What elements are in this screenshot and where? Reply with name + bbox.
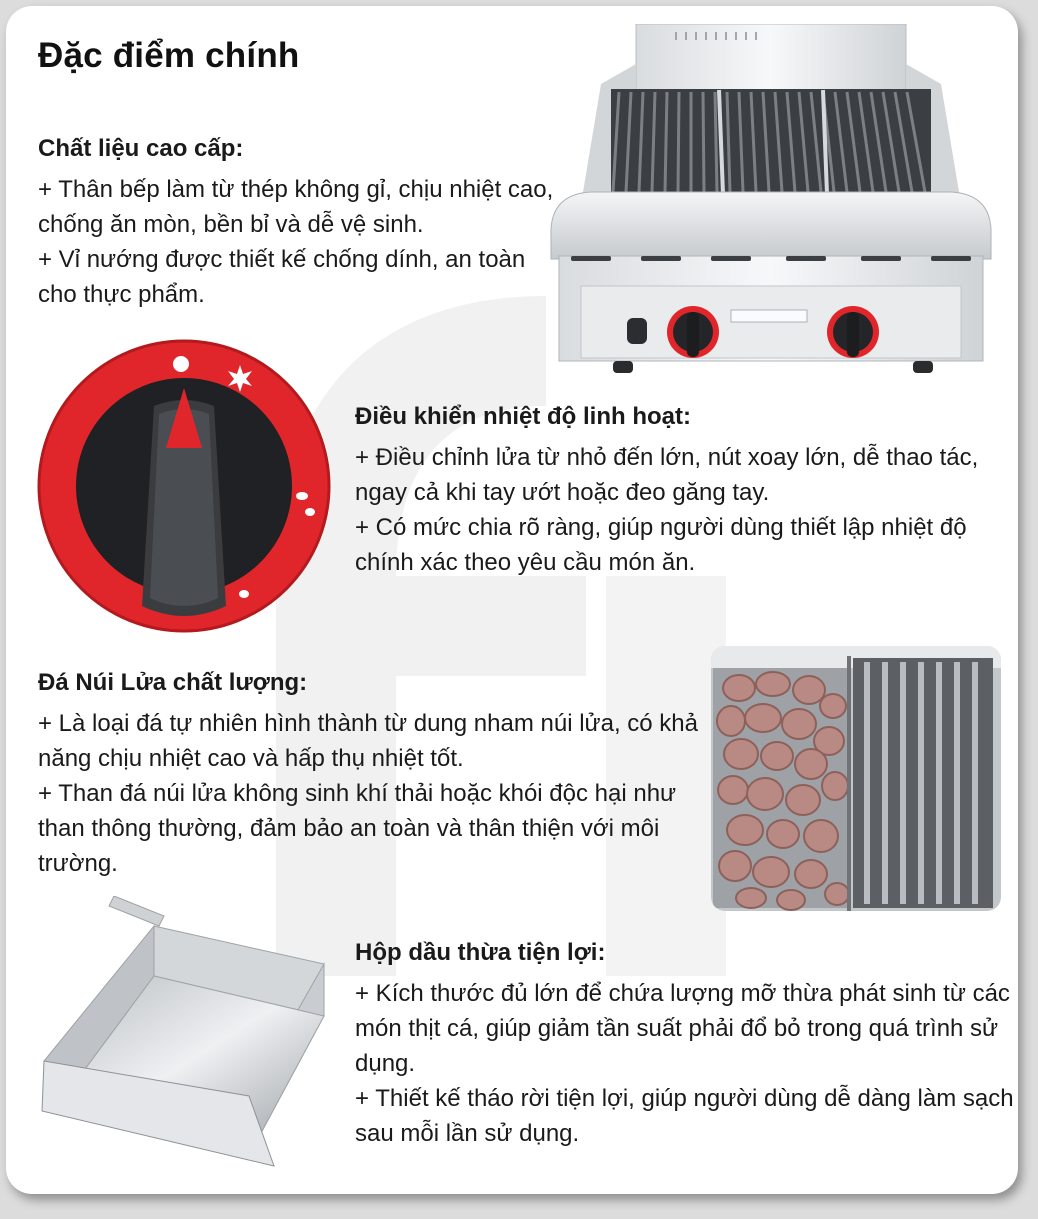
section-material [38,132,568,312]
section-lava-stone [38,666,718,881]
section-line: + Kích thước đủ lớn để chứa lượng mỡ thừa phát sinh từ các món thịt cá, giúp giảm tần suất phải đổ bỏ trong quá trình sử dụng. [355,980,1010,1077]
grease-tray-image [34,896,349,1176]
section-line: + Than đá núi lửa không sinh khí thải hoặc khói độc hại như than thông thường, đảm bảo an toàn và thân thiện với môi trường. [38,780,677,877]
section-grease-tray [355,936,1015,1151]
section-line: + Thiết kế tháo rời tiện lợi, giúp người dùng dễ dàng làm sạch sau mỗi lần sử dụng. [355,1085,1014,1147]
lava-stones-image [711,646,1001,911]
feature-card [6,6,1018,1194]
section-heading: Điều khiển nhiệt độ linh hoạt: [355,403,691,430]
page-title: Đặc điểm chính [38,36,300,75]
section-heading: Hộp dầu thừa tiện lợi: [355,939,606,966]
knob-image [34,336,334,636]
section-temperature-control [355,400,1015,580]
section-line: + Thân bếp làm từ thép không gỉ, chịu nhiệt cao, chống ăn mòn, bền bỉ và dễ vệ sinh. [38,176,554,238]
grill-image [541,24,1001,379]
section-line: + Vỉ nướng được thiết kế chống dính, an toàn cho thực phẩm. [38,246,526,308]
section-heading: Chất liệu cao cấp: [38,135,244,162]
section-line: + Điều chỉnh lửa từ nhỏ đến lớn, nút xoay lớn, dễ thao tác, ngay cả khi tay ướt hoặc đeo găng tay. [355,444,979,506]
section-heading: Đá Núi Lửa chất lượng: [38,669,308,696]
section-line: + Có mức chia rõ ràng, giúp người dùng thiết lập nhiệt độ chính xác theo yêu cầu món ăn. [355,514,967,576]
section-line: + Là loại đá tự nhiên hình thành từ dung nham núi lửa, có khả năng chịu nhiệt cao và hấp thụ nhiệt tốt. [38,710,698,772]
